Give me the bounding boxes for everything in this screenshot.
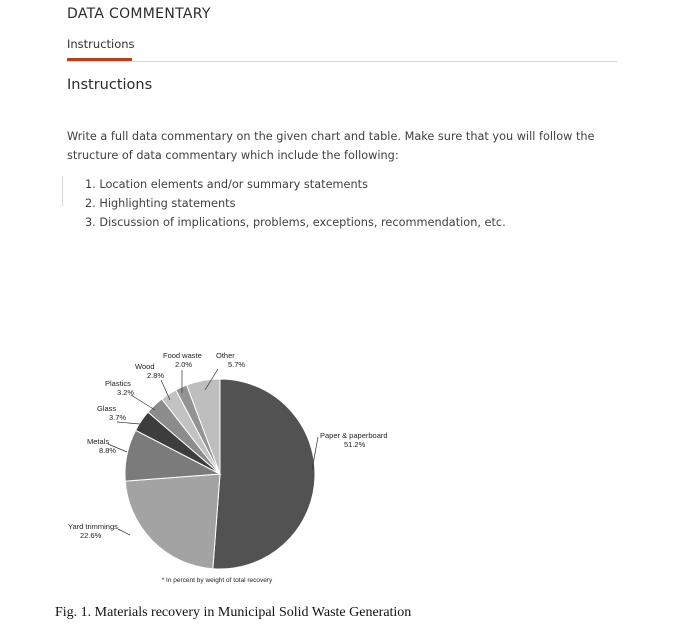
leader-line-glass — [117, 422, 140, 424]
slice-value-other: 5.7% — [228, 360, 246, 369]
tab-instructions[interactable]: Instructions — [67, 37, 135, 51]
leader-line-plastics — [131, 395, 155, 410]
slice-value-yard-trimmings: 22.6% — [80, 531, 102, 540]
slice-label-other: Other — [216, 351, 235, 360]
pie-slice-paper-and-paperboard — [213, 379, 315, 569]
slice-label-metals: Metals — [87, 437, 110, 446]
slice-label-plastics: Plastics — [105, 379, 131, 388]
slice-label-food-waste: Food waste — [163, 351, 202, 360]
slice-value-plastics: 3.2% — [117, 388, 135, 397]
slice-label-wood: Wood — [135, 362, 155, 371]
slice-value-metals: 8.8% — [99, 446, 117, 455]
figure-caption: Fig. 1. Materials recovery in Municipal Solid Waste Generation — [55, 605, 412, 620]
list-item: 2. Highlighting statements — [85, 197, 236, 210]
pie-slice-yard-trimmings — [125, 474, 220, 569]
section-heading: Instructions — [67, 77, 153, 93]
list-item: 3. Discussion of implications, problems, exceptions, recommendation, etc. — [85, 216, 506, 229]
slice-label-glass: Glass — [97, 404, 117, 413]
slice-label-yard-trimmings: Yard trimmings — [68, 522, 118, 531]
page-title: DATA COMMENTARY — [67, 6, 211, 22]
slice-value-wood: 2.8% — [147, 371, 165, 380]
leader-line-yard-trimmings — [118, 529, 130, 535]
slice-value-glass: 3.7% — [109, 413, 127, 422]
chart-footnote: * In percent by weight of total recovery — [161, 577, 273, 584]
instruction-text: Write a full data commentary on the given chart and table. Make sure that you will follow the structure of data commentary which include the following: — [67, 130, 595, 162]
slice-label-paper-and-paperboard: Paper & paperboard — [320, 431, 388, 440]
slice-value-food-waste: 2.0% — [175, 360, 193, 369]
slice-value-paper-and-paperboard: 51.2% — [344, 440, 366, 449]
list-item: 1. Location elements and/or summary statements — [85, 178, 368, 191]
